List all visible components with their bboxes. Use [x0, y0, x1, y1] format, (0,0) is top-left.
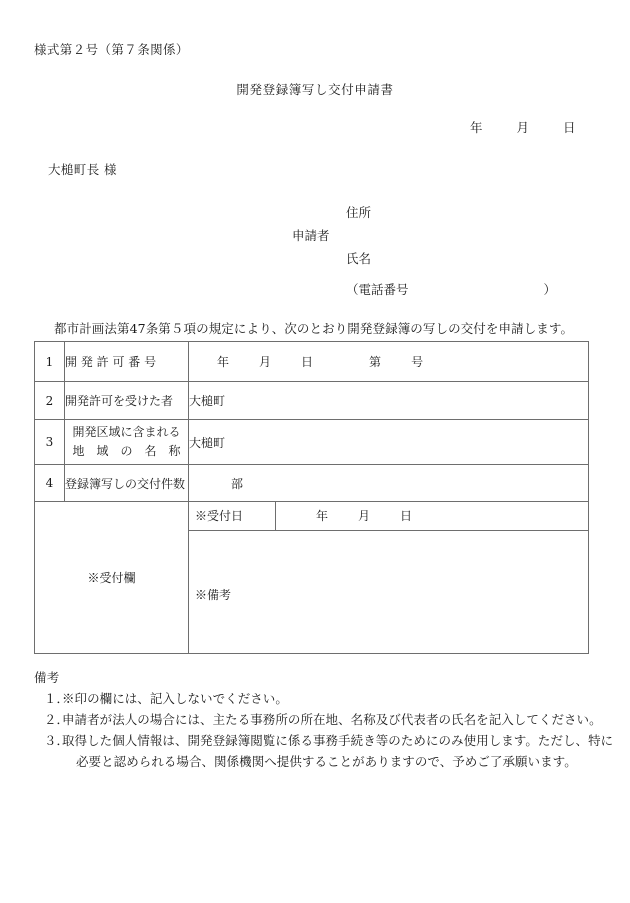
receipt-section-body: [189, 502, 589, 654]
applicant-address-label: 住所: [346, 205, 372, 220]
receipt-date-row: [189, 502, 588, 530]
table-row: [35, 465, 589, 502]
date-year-label: 年: [470, 120, 483, 135]
applicant-name-row: [292, 247, 592, 270]
footnote-text-continued: 必要と認められる場合、関係機関へ提供することがありますので、予めご了承願います。: [76, 754, 577, 769]
applicant-address-row: [292, 201, 592, 224]
applicant-group-row: [292, 224, 592, 247]
footnotes: [34, 668, 614, 772]
row-number-4: 4: [35, 465, 65, 502]
table-row: [35, 382, 589, 420]
permit-day-label: 日: [301, 355, 314, 369]
addressee: 大槌町長 様: [48, 162, 117, 177]
copy-count-unit: 部: [231, 476, 244, 491]
application-table: [34, 341, 589, 654]
row-value-area-name: 大槌町: [189, 420, 589, 465]
receipt-date-label: ※受付日: [189, 502, 276, 530]
table-row-receipt: [35, 502, 589, 654]
row-label-area-name-line1: 開発区域に含まれる: [72, 425, 181, 439]
row-label-permit-number: 開 発 許 可 番 号: [65, 342, 189, 382]
permit-year-label: 年: [217, 355, 230, 369]
row-label-area-name-line2: 地 域 の 名 称: [72, 444, 181, 458]
row-number-1: 1: [35, 342, 65, 382]
row-label-copy-count: 登録簿写しの交付件数: [65, 465, 189, 502]
permit-dai-label: 第: [369, 355, 382, 369]
form-number: 様式第２号（第７条関係）: [34, 42, 189, 57]
document-title: 開発登録簿写し交付申請書: [236, 82, 394, 97]
row-label-area-name: [65, 420, 189, 465]
footnote-text: ※印の欄には、記入しないでください。: [62, 691, 288, 706]
footnote-text: 申請者が法人の場合には、主たる事務所の所在地、名称及び代表者の氏名を記入してください。: [62, 712, 602, 727]
receipt-subtable: [189, 502, 588, 653]
applicant-phone-close-paren: ）: [543, 282, 556, 297]
applicant-name-label: 氏名: [346, 251, 372, 266]
applicant-phone-label: （電話番号: [346, 282, 409, 297]
footnote-number: ３．: [44, 733, 70, 748]
receipt-note-cell: [189, 530, 588, 653]
row-value-copy-count: [189, 465, 589, 502]
date-month-label: 月: [516, 120, 530, 135]
row-value-permit-holder: 大槌町: [189, 382, 589, 420]
table-row: [35, 420, 589, 465]
applicant-group-label: 申請者: [292, 228, 330, 243]
table-row: [35, 342, 589, 382]
receipt-date-value: [276, 502, 589, 530]
receipt-day-label: 日: [400, 509, 413, 524]
applicant-block: [292, 201, 592, 270]
footnotes-title: 備考: [34, 670, 60, 685]
row-label-permit-holder: 開発許可を受けた者: [65, 382, 189, 420]
permit-gou-label: 号: [411, 355, 424, 369]
footnote-item: [34, 709, 614, 730]
receipt-year-label: 年: [316, 509, 329, 524]
applicant-phone-line: [346, 280, 556, 298]
receipt-section-label: ※受付欄: [35, 502, 189, 654]
footnote-item: [34, 730, 614, 772]
footnote-item: [34, 688, 614, 709]
row-number-2: 2: [35, 382, 65, 420]
row-value-permit-number: [189, 342, 589, 382]
footnote-text: 取得した個人情報は、開発登録簿閲覧に係る事務手続き等のためにのみ使用します。ただし、特に: [62, 733, 614, 748]
date-day-label: 日: [563, 120, 576, 135]
permit-month-label: 月: [259, 355, 272, 369]
footnote-number: ２．: [44, 712, 70, 727]
row-number-3: 3: [35, 420, 65, 465]
receipt-month-label: 月: [358, 509, 371, 524]
date-line: [470, 118, 576, 136]
receipt-note-label: ※備考: [195, 587, 232, 602]
receipt-note-row: [189, 530, 588, 653]
intro-paragraph: 都市計画法第47条第５項の規定により、次のとおり開発登録簿の写しの交付を申請します。: [54, 321, 574, 336]
footnote-number: １．: [44, 691, 70, 706]
